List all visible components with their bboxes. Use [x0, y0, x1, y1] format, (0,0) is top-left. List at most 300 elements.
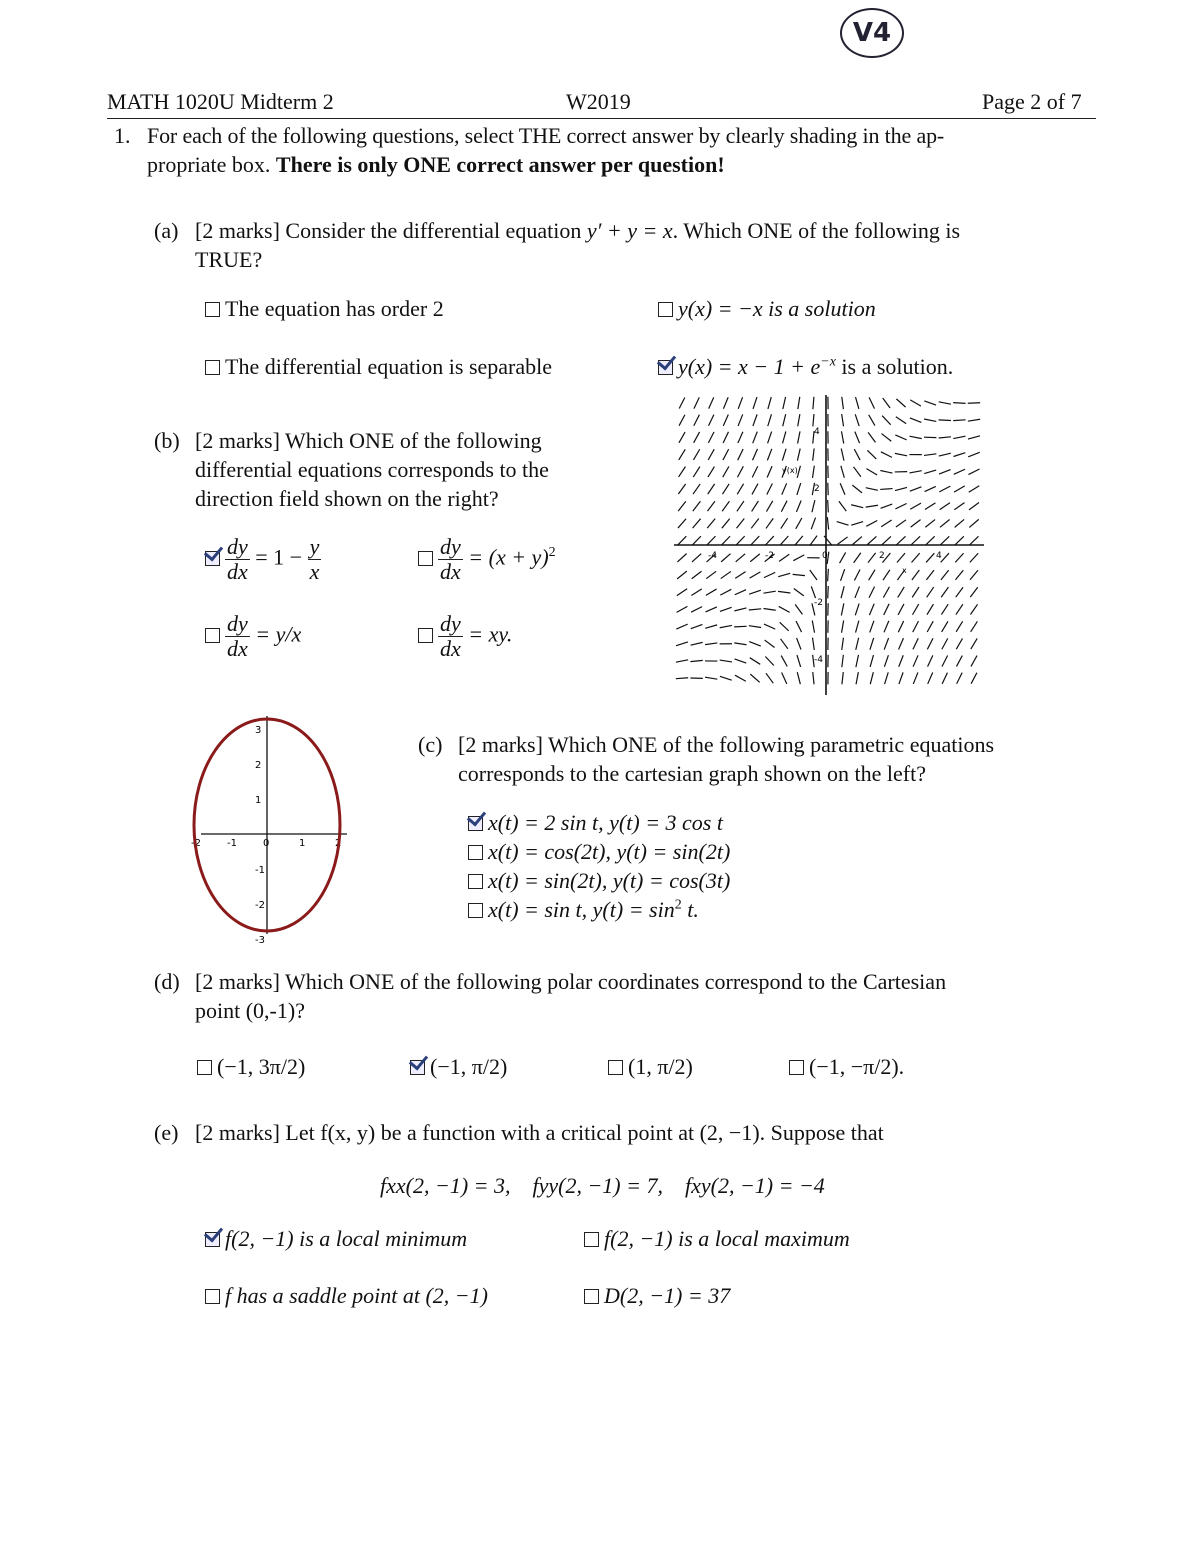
- direction-arrow: [810, 570, 817, 580]
- direction-arrow: [940, 519, 950, 527]
- direction-arrow: [854, 467, 861, 477]
- checked-checkbox-icon[interactable]: [205, 551, 220, 566]
- a-option-4[interactable]: [658, 354, 953, 380]
- direction-arrow: [942, 621, 948, 632]
- b-opt2-sup: 2: [548, 545, 556, 561]
- direction-arrow: [942, 655, 948, 666]
- direction-arrow: [753, 449, 758, 460]
- direction-arrow: [677, 571, 687, 579]
- direction-arrow: [738, 432, 743, 443]
- direction-arrow: [812, 466, 814, 478]
- df-y-tick-label: 4: [814, 427, 820, 437]
- direction-arrow: [780, 622, 789, 631]
- direction-arrow: [866, 488, 878, 491]
- direction-arrow: [782, 673, 787, 684]
- c-option-1-label: x(t) = 2 sin t, y(t) = 3 cos t: [488, 810, 723, 835]
- direction-arrow: [722, 536, 731, 545]
- direction-arrow: [749, 590, 761, 594]
- direction-arrow: [753, 414, 757, 426]
- direction-arrow: [956, 604, 963, 614]
- direction-arrow: [692, 554, 701, 562]
- direction-arrow: [854, 553, 861, 563]
- direction-arrow: [678, 484, 685, 494]
- c-option-3-label: x(t) = sin(2t), y(t) = cos(3t): [488, 868, 731, 893]
- direction-arrow: [734, 626, 746, 627]
- direction-arrow: [925, 520, 935, 528]
- direction-arrow: [942, 673, 947, 684]
- direction-arrow: [971, 621, 978, 631]
- direction-arrow: [868, 553, 876, 563]
- direction-arrow: [780, 536, 788, 545]
- direction-arrow: [737, 501, 744, 511]
- e-option-3[interactable]: [205, 1283, 488, 1309]
- direction-arrow: [692, 536, 701, 545]
- direction-arrow: [679, 415, 685, 426]
- df-y-tick-label: -4: [814, 655, 823, 665]
- direction-arrow: [812, 500, 815, 512]
- direction-arrow: [736, 536, 745, 545]
- direction-arrow: [768, 432, 772, 444]
- part-d-marks: [2 marks]: [195, 969, 280, 994]
- direction-arrow: [705, 625, 717, 628]
- direction-arrow: [678, 519, 686, 528]
- part-a-text2: . Which ONE of the following is: [672, 218, 961, 243]
- direction-arrow: [881, 520, 891, 527]
- direction-arrow: [707, 519, 715, 528]
- course-title: MATH 1020U Midterm 2: [107, 89, 334, 114]
- d-option-2[interactable]: [410, 1054, 507, 1080]
- checkbox-icon[interactable]: [205, 360, 220, 375]
- direction-arrow: [779, 606, 790, 612]
- direction-arrow: [866, 521, 877, 527]
- direction-arrow: [883, 398, 890, 408]
- direction-arrow: [738, 414, 743, 425]
- direction-arrow: [955, 519, 965, 527]
- direction-arrow: [869, 587, 874, 598]
- direction-arrow: [840, 483, 845, 494]
- direction-arrow: [970, 536, 979, 545]
- direction-arrow: [752, 501, 759, 511]
- direction-arrow: [705, 677, 717, 679]
- direction-arrow: [851, 522, 863, 526]
- direction-arrow: [767, 483, 773, 494]
- d-option-3[interactable]: [608, 1054, 693, 1080]
- direction-arrow: [795, 604, 802, 614]
- direction-arrow: [766, 501, 772, 512]
- direction-arrow: [897, 553, 905, 562]
- direction-arrow: [939, 453, 951, 456]
- ellipse-x-tick-label: -2: [191, 838, 201, 849]
- direction-arrow: [793, 574, 805, 575]
- direction-arrow: [796, 621, 802, 632]
- direction-arrow: [969, 519, 978, 527]
- direction-arrow: [956, 656, 962, 667]
- direction-arrow: [968, 419, 980, 421]
- e-option-4[interactable]: [584, 1283, 730, 1309]
- direction-arrow: [810, 536, 817, 546]
- page-number: Page 2 of 7: [982, 89, 1082, 114]
- direction-arrow: [797, 672, 800, 684]
- direction-arrow: [828, 586, 829, 598]
- direction-arrow: [971, 638, 977, 649]
- direction-arrow: [694, 432, 700, 443]
- direction-arrow: [797, 449, 800, 461]
- part-e-label: (e): [154, 1120, 179, 1145]
- direction-arrow: [734, 643, 746, 645]
- direction-arrow: [738, 397, 742, 409]
- direction-arrow: [752, 484, 758, 495]
- c-option-1[interactable]: [468, 810, 723, 836]
- c-option-4[interactable]: [468, 897, 699, 923]
- direction-arrow: [768, 414, 772, 426]
- direction-arrow: [913, 638, 918, 649]
- direction-arrow: [840, 552, 846, 563]
- direction-arrow: [928, 673, 933, 684]
- ellipse-y-tick-label: 1: [255, 795, 262, 806]
- c-option-2-label: x(t) = cos(2t), y(t) = sin(2t): [488, 839, 731, 864]
- direction-arrow: [691, 642, 703, 645]
- direction-arrow: [735, 675, 746, 681]
- direction-arrow: [720, 625, 732, 627]
- direction-arrow: [783, 397, 786, 409]
- direction-arrow: [870, 638, 874, 650]
- direction-arrow: [706, 607, 717, 612]
- checkbox-icon[interactable]: [789, 1060, 804, 1075]
- checkbox-icon[interactable]: [584, 1232, 599, 1247]
- a-option-1[interactable]: [205, 296, 444, 322]
- direction-arrow: [956, 621, 963, 632]
- direction-arrow: [763, 609, 775, 611]
- direction-arrow: [811, 518, 815, 530]
- e-option-2[interactable]: [584, 1226, 850, 1252]
- direction-arrow: [856, 638, 859, 650]
- direction-arrow: [837, 522, 849, 526]
- direction-arrow: [854, 449, 860, 460]
- direction-arrow: [869, 397, 874, 408]
- d-option-1[interactable]: [197, 1054, 305, 1080]
- direction-arrow: [970, 587, 977, 597]
- part-c-line1-text: Which ONE of the following parametric equations: [548, 732, 995, 757]
- direction-arrow: [970, 604, 977, 614]
- direction-arrow: [881, 504, 893, 508]
- direction-arrow: [896, 399, 905, 407]
- direction-arrow: [735, 572, 745, 579]
- direction-arrow: [912, 570, 919, 580]
- checkbox-icon[interactable]: [205, 1289, 220, 1304]
- direction-arrow: [867, 450, 876, 459]
- a-option-2[interactable]: [658, 296, 876, 322]
- part-d-line1: [195, 969, 946, 995]
- direction-arrow: [851, 505, 863, 508]
- checkbox-icon[interactable]: [205, 628, 220, 643]
- checkbox-icon[interactable]: [468, 903, 483, 918]
- direction-arrow: [782, 483, 787, 494]
- checkbox-icon[interactable]: [205, 302, 220, 317]
- d-option-4[interactable]: [789, 1054, 904, 1080]
- direction-arrow: [926, 553, 934, 562]
- direction-arrow: [735, 590, 746, 595]
- direction-arrow: [723, 466, 729, 477]
- direction-arrow: [927, 621, 933, 632]
- d-option-2-label: (−1, π/2): [430, 1054, 508, 1079]
- direction-arrow: [676, 642, 688, 646]
- checkbox-icon[interactable]: [584, 1289, 599, 1304]
- checked-checkbox-icon[interactable]: [205, 1232, 220, 1247]
- direction-arrow: [797, 483, 801, 495]
- direction-arrow: [870, 655, 873, 667]
- direction-arrow: [677, 589, 687, 596]
- part-e-line1-text: Let f(x, y) be a function with a critical point at (2, −1). Suppose that: [285, 1120, 884, 1145]
- direction-arrow: [749, 609, 761, 610]
- direction-arrow: [869, 604, 874, 615]
- df-x-tick-label: 4: [936, 551, 942, 561]
- direction-arrow: [969, 486, 980, 493]
- direction-arrow: [797, 638, 801, 650]
- direction-arrow: [927, 638, 933, 649]
- direction-arrow: [899, 672, 903, 684]
- direction-arrow: [885, 672, 889, 684]
- direction-arrow: [953, 420, 965, 421]
- direction-arrow: [927, 604, 934, 615]
- direction-arrow: [884, 621, 889, 632]
- direction-arrow: [706, 589, 717, 595]
- part-a-text3: TRUE?: [195, 247, 263, 272]
- direction-arrow: [968, 452, 980, 456]
- direction-arrow: [779, 554, 789, 561]
- direction-arrow: [924, 470, 936, 474]
- checkbox-icon[interactable]: [608, 1060, 623, 1075]
- direction-arrow: [734, 608, 746, 611]
- direction-arrow: [896, 536, 905, 544]
- c-option-4-label: x(t) = sin t, y(t) = sin: [488, 897, 675, 922]
- part-e-marks: [2 marks]: [195, 1120, 280, 1145]
- direction-arrow: [781, 501, 787, 512]
- direction-arrow: [827, 517, 828, 529]
- question-number: 1.: [114, 123, 131, 148]
- direction-arrow: [778, 573, 790, 576]
- direction-arrow: [870, 672, 873, 684]
- direction-arrow: [768, 397, 771, 409]
- direction-arrow: [778, 591, 790, 593]
- b-opt4-rhs: = xy.: [468, 621, 513, 647]
- direction-arrow: [735, 659, 747, 663]
- part-e-given: fxx(2, −1) = 3, fyy(2, −1) = 7, fxy(2, −1) = −4: [380, 1173, 825, 1198]
- e-option-1-label: f(2, −1) is a local minimum: [225, 1226, 468, 1251]
- part-b-line1: [195, 428, 542, 454]
- e-option-2-label: f(2, −1) is a local maximum: [604, 1226, 850, 1251]
- direction-arrow: [924, 454, 936, 456]
- direction-arrow: [841, 569, 845, 581]
- direction-arrow: [869, 415, 875, 426]
- direction-arrow: [856, 672, 858, 684]
- part-c-line2: corresponds to the cartesian graph shown on the left?: [458, 761, 926, 786]
- direction-arrow: [925, 486, 936, 491]
- checkbox-icon[interactable]: [197, 1060, 212, 1075]
- direction-arrow: [750, 674, 759, 682]
- b-option-2[interactable]: [418, 535, 556, 584]
- ellipse-x-tick-label: 2: [335, 838, 342, 849]
- version-stamp: V4: [840, 8, 904, 58]
- direction-arrow: [971, 656, 977, 667]
- direction-arrow: [737, 466, 743, 477]
- a-option-4-tail: is a solution.: [835, 354, 954, 379]
- direction-arrow: [705, 643, 717, 645]
- checkbox-icon[interactable]: [468, 845, 483, 860]
- direction-arrow: [898, 604, 904, 615]
- direction-arrow: [910, 487, 922, 491]
- direction-arrow: [910, 400, 921, 406]
- direction-arrow: [880, 489, 892, 490]
- b-opt1-rhs: = 1 −: [255, 544, 303, 570]
- ellipse-y-tick-label: 2: [255, 760, 262, 771]
- direction-arrow: [910, 418, 922, 423]
- checkbox-icon[interactable]: [418, 628, 433, 643]
- a-option-3-label: The differential equation is separable: [225, 354, 553, 379]
- checkbox-icon[interactable]: [418, 551, 433, 566]
- b-opt2-frac: $\frac{dy}{dx}$: [440, 534, 461, 584]
- term-label: W2019: [566, 89, 631, 114]
- direction-arrow: [752, 466, 757, 477]
- direction-arrow: [812, 621, 814, 633]
- direction-arrow: [797, 655, 801, 667]
- a-option-3[interactable]: [205, 354, 552, 380]
- direction-arrow: [852, 485, 862, 493]
- direction-arrow: [968, 469, 979, 475]
- direction-arrow: [676, 624, 687, 629]
- direction-arrow: [749, 626, 761, 628]
- direction-arrow: [765, 640, 775, 647]
- direction-arrow: [855, 604, 859, 616]
- direction-arrow: [721, 571, 731, 578]
- direction-arrow: [941, 570, 949, 580]
- part-b-label: (b): [154, 428, 180, 453]
- direction-arrow: [855, 586, 860, 598]
- direction-arrow: [842, 655, 844, 667]
- direction-arrow: [910, 471, 922, 473]
- direction-arrow: [813, 672, 814, 684]
- c-option-2[interactable]: [468, 839, 730, 865]
- direction-arrow: [692, 571, 702, 579]
- direction-arrow: [706, 571, 716, 578]
- direction-arrow: [913, 621, 919, 632]
- direction-arrow: [955, 570, 963, 580]
- direction-arrow: [928, 655, 933, 666]
- direction-arrow: [765, 656, 774, 665]
- checkbox-icon[interactable]: [658, 302, 673, 317]
- direction-arrow: [957, 673, 963, 684]
- checked-checkbox-icon[interactable]: [410, 1060, 425, 1075]
- direction-arrow: [841, 431, 843, 443]
- direction-arrow: [676, 678, 688, 679]
- direction-arrow: [693, 484, 700, 494]
- direction-arrow: [708, 467, 714, 478]
- e-option-1[interactable]: [205, 1226, 467, 1252]
- direction-arrow: [764, 624, 775, 629]
- direction-arrow: [866, 469, 877, 475]
- direction-arrow: [852, 537, 861, 545]
- direction-arrow: [796, 500, 801, 511]
- direction-arrow: [767, 466, 772, 477]
- direction-arrow: [798, 431, 800, 443]
- direction-arrow: [971, 673, 977, 684]
- direction-arrow: [912, 587, 919, 597]
- df-x-tick-label: 0: [822, 551, 828, 561]
- direction-arrow: [954, 503, 964, 510]
- direction-arrow: [813, 638, 815, 650]
- direction-arrow: [869, 570, 875, 581]
- direction-arrow: [679, 449, 685, 460]
- ellipse-y-tick-label: -2: [255, 900, 265, 911]
- direction-arrow: [942, 638, 948, 649]
- direction-arrow: [794, 589, 804, 596]
- direction-arrow: [690, 660, 702, 661]
- direction-arrow: [838, 537, 848, 544]
- direction-arrow: [940, 536, 949, 545]
- direction-arrow: [924, 419, 936, 421]
- direction-arrow: [882, 434, 892, 442]
- df-x-tick-label: 2: [879, 551, 885, 561]
- checkbox-icon[interactable]: [468, 874, 483, 889]
- direction-arrow: [749, 642, 761, 647]
- checked-checkbox-icon[interactable]: [658, 360, 673, 375]
- part-d-line1-text: Which ONE of the following polar coordinates correspond to the Cartesian: [285, 969, 947, 994]
- ellipse-y-tick-label: -1: [255, 865, 265, 876]
- direction-arrow: [723, 449, 729, 460]
- direction-arrow: [707, 536, 716, 545]
- direction-arrow: [679, 432, 685, 443]
- c-option-3[interactable]: [468, 868, 730, 894]
- ellipse-x-tick-label: 1: [299, 838, 306, 849]
- df-x-label: y(x): [782, 466, 798, 475]
- direction-field-plot: [674, 395, 984, 695]
- direction-arrow: [813, 448, 815, 460]
- direction-arrow: [895, 453, 907, 455]
- d-option-3-label: (1, π/2): [628, 1054, 693, 1079]
- direction-arrow: [750, 572, 761, 578]
- direction-arrow: [899, 638, 904, 649]
- b-option-1[interactable]: [205, 535, 321, 584]
- direction-arrow: [720, 589, 731, 595]
- intro-plain: propriate box.: [147, 152, 271, 177]
- direction-arrow: [677, 606, 688, 612]
- direction-arrow: [722, 484, 729, 494]
- direction-arrow: [895, 435, 906, 440]
- direction-arrow: [955, 536, 964, 545]
- a-option-1-label: The equation has order 2: [225, 296, 444, 321]
- direction-arrow: [781, 656, 787, 667]
- b-option-4[interactable]: [418, 612, 512, 661]
- part-d-line2: point (0,-1)?: [195, 998, 305, 1023]
- direction-arrow: [782, 449, 786, 461]
- direction-arrow: [968, 403, 980, 404]
- direction-arrow: [679, 397, 685, 408]
- direction-arrow: [798, 397, 800, 409]
- direction-arrow: [720, 676, 732, 680]
- direction-arrow: [856, 397, 859, 409]
- direction-arrow: [896, 520, 906, 527]
- direction-arrow: [753, 432, 758, 444]
- direction-arrow: [693, 467, 700, 477]
- direction-arrow: [911, 536, 920, 545]
- direction-arrow: [721, 554, 730, 562]
- direction-arrow: [842, 638, 844, 650]
- direction-arrow: [970, 570, 978, 580]
- direction-arrow: [953, 453, 965, 457]
- checked-checkbox-icon[interactable]: [468, 816, 483, 831]
- direction-arrow: [911, 520, 921, 527]
- b-option-3[interactable]: [205, 612, 301, 661]
- direction-arrow: [750, 658, 760, 665]
